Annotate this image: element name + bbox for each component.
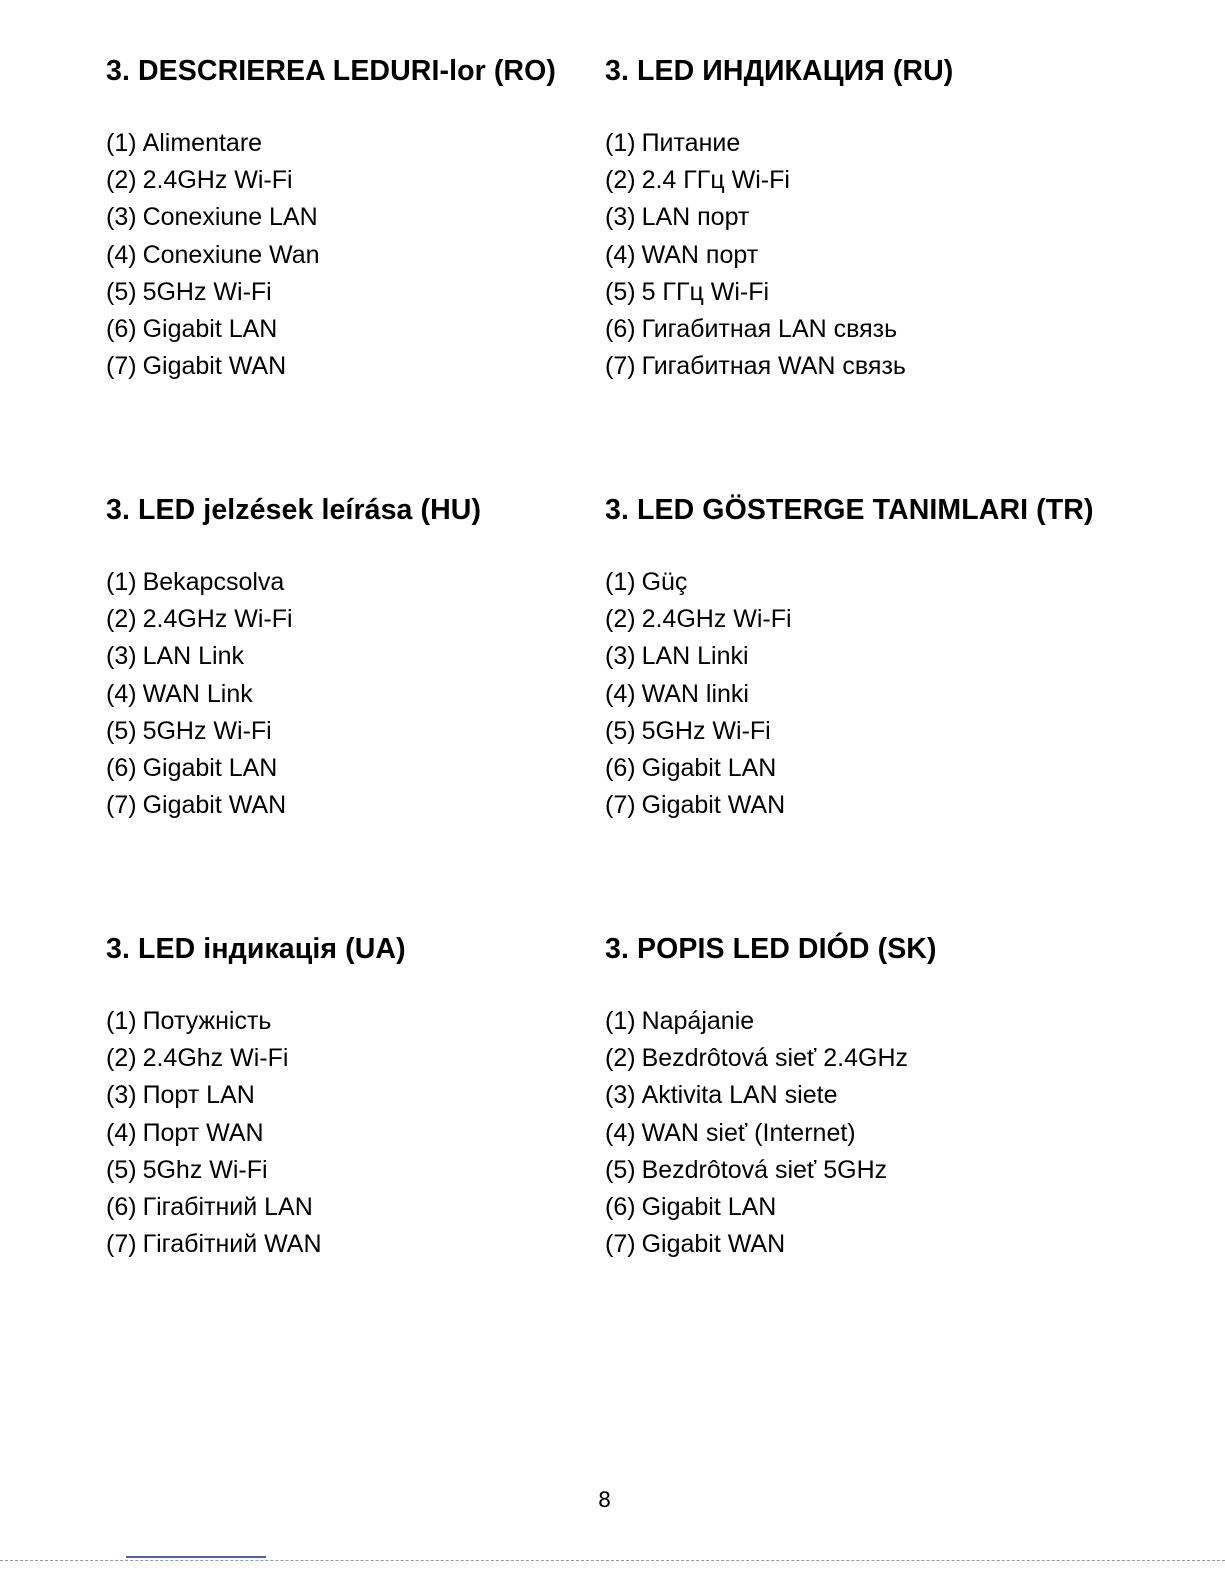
led-item [605, 162, 1165, 199]
led-item [106, 787, 666, 824]
item-label: Bezdrôtová sieť 2.4GHz [641, 1044, 909, 1073]
item-number: (7) [106, 352, 137, 381]
item-label: WAN порт [641, 240, 759, 269]
item-number: (7) [106, 791, 137, 820]
led-item [106, 237, 666, 274]
led-list [605, 564, 1165, 824]
item-label: Гігабітний WAN [142, 1230, 322, 1259]
item-label: 5GHz Wi-Fi [142, 277, 272, 306]
led-item [106, 162, 666, 199]
page-number: 8 [597, 1488, 612, 1512]
led-list [605, 125, 1165, 385]
item-label: Питание [641, 129, 741, 157]
section-title: 3. LED jelzések leírása (HU) [106, 494, 482, 526]
led-item [106, 750, 666, 787]
item-label: WAN sieť (Internet) [641, 1118, 856, 1147]
item-label: Gigabit LAN [641, 1192, 777, 1221]
footer-link-underline [126, 1556, 266, 1558]
item-label: Gigabit WAN [641, 791, 786, 820]
section-title: 3. POPIS LED DIÓD (SK) [605, 933, 937, 965]
led-item [605, 1077, 1165, 1114]
led-item [605, 713, 1165, 750]
item-number: (4) [106, 1118, 137, 1147]
led-item [106, 601, 666, 638]
led-item [106, 348, 666, 385]
item-label: Bezdrôtová sieť 5GHz [641, 1155, 888, 1184]
item-label: 5 ГГц Wi-Fi [641, 277, 770, 306]
item-label: Gigabit LAN [142, 314, 278, 343]
led-item [605, 311, 1165, 348]
led-item [605, 1226, 1165, 1263]
led-item [605, 348, 1165, 385]
led-item [106, 1189, 666, 1226]
item-number: (7) [605, 352, 636, 381]
led-item [605, 601, 1165, 638]
led-list [106, 125, 666, 385]
item-number: (4) [605, 1118, 636, 1147]
item-label: WAN linki [641, 679, 749, 708]
led-item [605, 1003, 1165, 1040]
item-label: LAN Link [142, 642, 245, 671]
item-number: (2) [106, 166, 137, 195]
item-number: (5) [106, 277, 137, 306]
item-number: (1) [106, 1007, 137, 1035]
item-number: (6) [106, 314, 137, 343]
item-number: (1) [605, 1007, 636, 1035]
section-title: 3. LED ИНДИКАЦИЯ (RU) [605, 55, 954, 87]
item-label: Bekapcsolva [142, 568, 285, 596]
item-number: (3) [605, 203, 636, 232]
item-label: Гігабітний LAN [142, 1192, 313, 1221]
section-ru [605, 54, 1165, 385]
item-number: (7) [605, 791, 636, 820]
led-list [106, 1003, 666, 1263]
led-item [605, 676, 1165, 713]
item-number: (4) [106, 679, 137, 708]
led-item [605, 787, 1165, 824]
item-number: (2) [605, 166, 636, 195]
item-label: 2.4GHz Wi-Fi [142, 166, 293, 195]
item-label: 2.4 ГГц Wi-Fi [641, 166, 790, 195]
item-number: (1) [605, 568, 636, 596]
led-item [106, 1152, 666, 1189]
led-item [106, 676, 666, 713]
item-label: Conexiune LAN [142, 203, 318, 232]
led-item [106, 638, 666, 675]
item-number: (6) [605, 314, 636, 343]
item-number: (5) [106, 1155, 137, 1184]
item-number: (3) [605, 1081, 636, 1110]
led-item [605, 638, 1165, 675]
led-item [605, 1189, 1165, 1226]
item-label: Gigabit WAN [142, 791, 287, 820]
item-number: (1) [605, 129, 636, 157]
led-item [106, 1003, 666, 1040]
item-number: (5) [605, 716, 636, 745]
item-number: (3) [605, 642, 636, 671]
item-label: Порт LAN [142, 1081, 255, 1110]
item-number: (3) [106, 642, 137, 671]
item-number: (6) [106, 1192, 137, 1221]
section-title: 3. DESCRIEREA LEDURI-lor (RO) [106, 55, 556, 87]
item-label: Гигабитная WAN связь [641, 352, 906, 381]
item-number: (7) [605, 1230, 636, 1259]
section-tr [605, 493, 1165, 824]
item-label: Napájanie [641, 1007, 755, 1035]
item-label: Aktivita LAN siete [641, 1081, 838, 1110]
item-number: (2) [106, 605, 137, 634]
led-item [605, 1115, 1165, 1152]
item-label: Gigabit LAN [142, 753, 278, 782]
led-list [106, 564, 666, 824]
led-item [106, 199, 666, 236]
item-number: (3) [106, 203, 137, 232]
item-number: (1) [106, 129, 137, 157]
item-number: (2) [605, 1044, 636, 1073]
item-label: Alimentare [142, 129, 263, 157]
item-label: 2.4GHz Wi-Fi [641, 605, 792, 634]
led-item [106, 564, 666, 601]
section-ua [106, 932, 666, 1263]
led-item [106, 311, 666, 348]
section-ro [106, 54, 666, 385]
section-title: 3. LED GÖSTERGE TANIMLARI (TR) [605, 494, 1094, 526]
item-number: (4) [605, 240, 636, 269]
led-item [106, 713, 666, 750]
led-item [605, 564, 1165, 601]
led-item [605, 1152, 1165, 1189]
item-label: 2.4Ghz Wi-Fi [142, 1044, 289, 1073]
led-item [106, 274, 666, 311]
item-number: (5) [605, 1155, 636, 1184]
led-item [106, 1077, 666, 1114]
item-label: LAN порт [641, 203, 750, 232]
footer-divider [0, 1560, 1225, 1561]
item-label: 5GHz Wi-Fi [641, 716, 771, 745]
item-number: (5) [106, 716, 137, 745]
item-number: (4) [106, 240, 137, 269]
led-item [106, 1040, 666, 1077]
led-item [605, 125, 1165, 162]
item-number: (4) [605, 679, 636, 708]
item-number: (5) [605, 277, 636, 306]
item-number: (3) [106, 1081, 137, 1110]
led-item [605, 750, 1165, 787]
led-item [605, 237, 1165, 274]
item-number: (7) [106, 1230, 137, 1259]
led-item [106, 1226, 666, 1263]
led-list [605, 1003, 1165, 1263]
section-hu [106, 493, 666, 824]
item-label: Гигабитная LAN связь [641, 314, 898, 343]
item-number: (6) [605, 1192, 636, 1221]
led-item [605, 199, 1165, 236]
item-label: Conexiune Wan [142, 240, 320, 269]
led-item [605, 1040, 1165, 1077]
item-label: Gigabit WAN [142, 352, 287, 381]
item-label: Gigabit WAN [641, 1230, 786, 1259]
item-label: Güç [641, 568, 688, 596]
item-label: Gigabit LAN [641, 753, 777, 782]
item-number: (6) [605, 753, 636, 782]
item-number: (6) [106, 753, 137, 782]
item-label: WAN Link [142, 679, 253, 708]
section-title: 3. LED індикація (UA) [106, 933, 406, 965]
item-number: (2) [605, 605, 636, 634]
item-label: 5Ghz Wi-Fi [142, 1155, 268, 1184]
section-sk [605, 932, 1165, 1263]
item-label: 5GHz Wi-Fi [142, 716, 272, 745]
item-label: LAN Linki [641, 642, 749, 671]
item-number: (1) [106, 568, 137, 596]
led-item [106, 125, 666, 162]
item-label: Потужність [142, 1007, 272, 1035]
item-number: (2) [106, 1044, 137, 1073]
item-label: 2.4GHz Wi-Fi [142, 605, 293, 634]
led-item [605, 274, 1165, 311]
item-label: Порт WAN [142, 1118, 264, 1147]
led-item [106, 1115, 666, 1152]
